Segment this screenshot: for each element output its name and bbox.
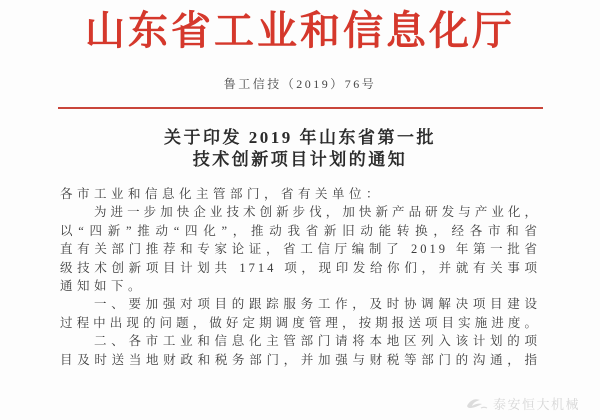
body-line: 过程中出现的问题，做好定期调度管理，按期报送项目实施进度。 xyxy=(60,315,540,330)
body-line: 一、要加强对项目的跟踪服务工作，及时协调解决项目建设 xyxy=(94,297,540,312)
body-line: 以“四新”推动“四化”，推动我省新旧动能转换，经各市和省 xyxy=(60,223,540,238)
hengda-logo-icon xyxy=(466,397,488,411)
watermark xyxy=(466,394,580,413)
body-line: 通知如下。 xyxy=(60,279,146,294)
notice-body xyxy=(60,185,540,369)
body-line: 为进一步加快企业技术创新步伐，加快新产品研发与产业化， xyxy=(94,205,540,220)
document-number: 鲁工信技（2019）76号 xyxy=(223,77,377,91)
watermark-text: 泰安恒大机械 xyxy=(492,397,580,412)
agency-name-header: 山东省工业和信息化厅 xyxy=(85,8,515,53)
body-line: 级技术创新项目计划共 1714 项，现印发给你们，并就有关事项 xyxy=(60,260,540,275)
notice-title-line-1: 关于印发 2019 年山东省第一批 xyxy=(164,128,436,147)
body-line: 目及时送当地财政和税务部门，并加强与财税等部门的沟通，指 xyxy=(60,352,540,367)
body-line: 各市工业和信息化主管部门，省有关单位： xyxy=(60,187,384,201)
notice-title xyxy=(0,127,600,171)
red-divider-line xyxy=(58,107,543,109)
notice-title-line-2: 技术创新项目计划的通知 xyxy=(192,150,408,169)
body-line: 直有关部门推荐和专家论证，省工信厅编制了 2019 年第一批省 xyxy=(60,242,540,257)
body-line: 二、各市工业和信息化主管部门请将本地区列入该计划的项 xyxy=(94,334,540,349)
